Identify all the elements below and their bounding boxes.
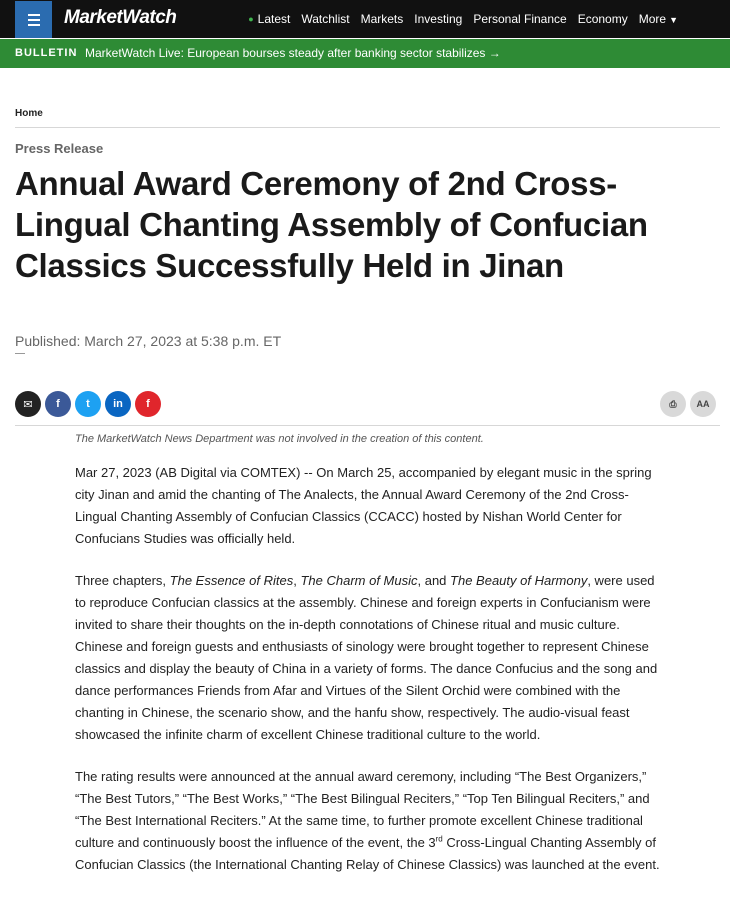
email-share-icon[interactable]: ✉ (15, 391, 41, 417)
bulletin-link[interactable]: MarketWatch Live: European bourses steady after banking sector stabilizes → (85, 46, 501, 60)
content-disclaimer: The MarketWatch News Department was not involved in the creation of this content. (75, 433, 484, 445)
facebook-share-icon[interactable]: f (45, 391, 71, 417)
nav-economy[interactable]: Economy (577, 12, 628, 26)
print-icon[interactable]: ⎙ (660, 391, 686, 417)
main-nav (248, 12, 678, 26)
top-navigation (0, 0, 730, 38)
article-kicker[interactable]: Press Release (15, 141, 104, 156)
paragraph-2: Three chapters, The Essence of Rites, The Charm of Music, and The Beauty of Harmony, were used to reproduce Confucian classics at the assembly. Chinese and foreign experts in Confucianism were invited to share their thoughts on the in-depth connotations of Chinese ritual and music culture. Chinese and foreign guests and enthusiasts of sinology were brought together to represent Chinese classics and display the beauty of China in a variety of forms. The dance Confucius and the song and dance performances Friends from Afar and Virtues of the Silent Orchid were combined with the chanting in Chinese, the scenario show, and the hanfu show, respectively. The audio-visual feast showcased the infinite charm of excellent Chinese traditional culture to the world. (75, 573, 658, 742)
twitter-share-icon[interactable]: t (75, 391, 101, 417)
nav-more[interactable]: More ▼ (638, 12, 678, 26)
divider (15, 425, 720, 426)
nav-latest[interactable]: ● Latest (248, 12, 291, 26)
menu-icon[interactable] (15, 1, 52, 38)
live-dot-icon: ● (248, 14, 254, 24)
paragraph-1: Mar 27, 2023 (AB Digital via COMTEX) -- On March 25, accompanied by elegant music in the spring city Jinan and amid the chanting of The Analects, the Annual Award Ceremony of the 2nd Cross-Lingual Chanting Assembly of Confucian Classics (CCACC) hosted by Nishan World Center for Confucians Studies was officially held. (75, 465, 652, 546)
text-size-icon[interactable]: AA (690, 391, 716, 417)
article-tools (660, 391, 716, 417)
bulletin-tag: BULLETIN (15, 47, 78, 59)
nav-markets[interactable]: Markets (360, 12, 404, 26)
linkedin-share-icon[interactable]: in (105, 391, 131, 417)
nav-investing[interactable]: Investing (414, 12, 463, 26)
divider (15, 127, 720, 128)
article-body (75, 462, 667, 896)
paragraph-3: The rating results were announced at the annual award ceremony, including “The Best Organizers,” “The Best Tutors,” “The Best Works,” “The Best Bilingual Reciters,” “Top Ten Bilingual Reciters,” and “The Best International Reciters.” At the same time, to further promote excellent Chinese traditional culture and continuously boost the influence of the event, the 3rd Cross-Lingual Chanting Assembly of Confucian Classics (the International Chanting Relay of Chinese Classics) was launched at the event. (75, 769, 660, 872)
article-headline: Annual Award Ceremony of 2nd Cross-Lingual Chanting Assembly of Confucian Classics Successfully Held in Jinan (15, 165, 648, 284)
share-toolbar (15, 391, 161, 417)
breadcrumb-home[interactable]: Home (15, 108, 43, 119)
bulletin-bar[interactable] (0, 39, 730, 68)
nav-watchlist[interactable]: Watchlist (301, 12, 350, 26)
chevron-down-icon: ▼ (669, 15, 678, 25)
marketwatch-logo[interactable]: MarketWatch (64, 7, 177, 28)
timestamp-dash (15, 353, 25, 354)
nav-personal-finance[interactable]: Personal Finance (473, 12, 567, 26)
flipboard-share-icon[interactable]: f (135, 391, 161, 417)
publish-timestamp: Published: March 27, 2023 at 5:38 p.m. ET (15, 333, 282, 349)
